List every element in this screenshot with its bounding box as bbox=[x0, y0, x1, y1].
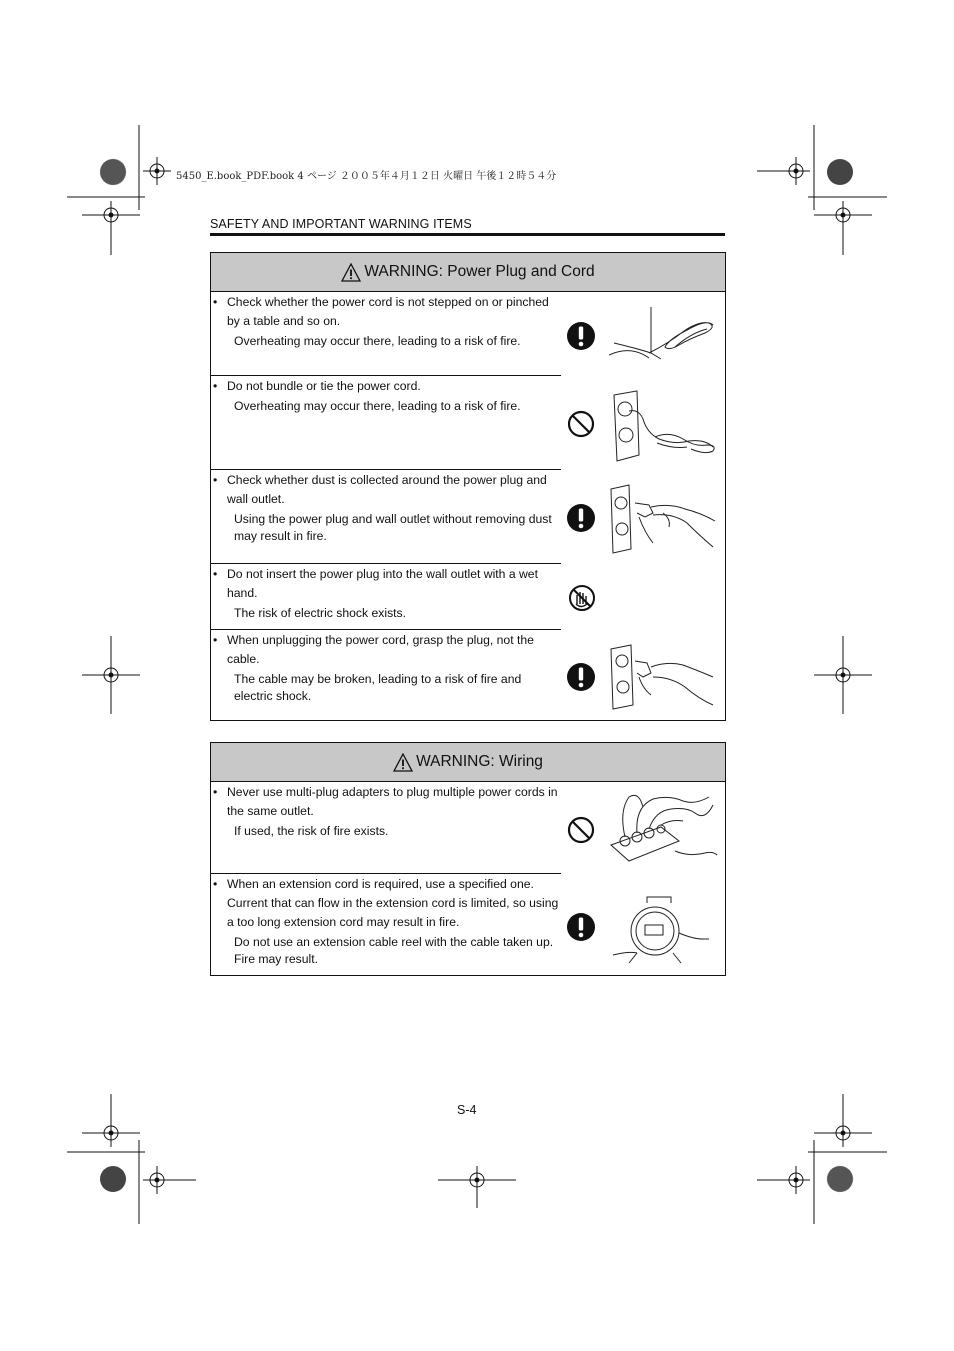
warning-triangle-icon bbox=[393, 753, 413, 772]
list-item bbox=[211, 783, 560, 840]
item-note: Overheating may occur there, leading to a risk of fire. bbox=[234, 334, 521, 348]
list-item bbox=[211, 293, 560, 350]
bullet: • bbox=[213, 877, 218, 891]
list-item bbox=[211, 471, 560, 545]
wiring-warning-box bbox=[210, 742, 726, 976]
item-text: Check whether the power cord is not stepped on or pinched by a table and so on. bbox=[227, 295, 549, 328]
print-header: 5450_E.book_PDF.book 4 ページ ２００５年４月１２日 火曜日 午後１２時５４分 bbox=[176, 171, 557, 182]
wiring-box-header bbox=[211, 743, 725, 782]
no-wet-hands-icon bbox=[568, 584, 596, 612]
multi-plug-adapter-illustration bbox=[609, 791, 719, 869]
divider bbox=[211, 469, 561, 470]
power-plug-warning-box bbox=[210, 252, 726, 721]
power-box-title: WARNING: Power Plug and Cord bbox=[364, 263, 595, 280]
exclamation-icon bbox=[566, 503, 596, 533]
list-item bbox=[211, 565, 560, 622]
unplugging-illustration bbox=[609, 643, 719, 713]
divider bbox=[211, 873, 561, 874]
exclamation-icon bbox=[566, 662, 596, 692]
prohibited-icon bbox=[567, 816, 595, 844]
item-note: Do not use an extension cable reel with the cable taken up. Fire may result. bbox=[234, 935, 554, 966]
stepped-cord-illustration bbox=[609, 303, 719, 365]
divider bbox=[211, 563, 561, 564]
item-note: The cable may be broken, leading to a risk of fire and electric shock. bbox=[234, 672, 522, 703]
item-text: Check whether dust is collected around the power plug and wall outlet. bbox=[227, 473, 547, 506]
bullet: • bbox=[213, 785, 218, 799]
item-text: When an extension cord is required, use a specified one. Current that can flow in the extension cord is limited, so using a too long extension cord may result in fire. bbox=[227, 877, 559, 929]
divider bbox=[211, 375, 561, 376]
item-text: Do not insert the power plug into the wall outlet with a wet hand. bbox=[227, 567, 538, 600]
bullet: • bbox=[213, 379, 218, 393]
cable-reel-illustration bbox=[609, 893, 719, 965]
bundled-cord-illustration bbox=[609, 389, 719, 464]
exclamation-icon bbox=[566, 912, 596, 942]
exclamation-icon bbox=[566, 321, 596, 351]
item-note: The risk of electric shock exists. bbox=[234, 606, 407, 620]
bullet: • bbox=[213, 633, 218, 647]
item-text: Never use multi-plug adapters to plug multiple power cords in the same outlet. bbox=[227, 785, 558, 818]
prohibited-icon bbox=[567, 410, 595, 438]
list-item bbox=[211, 377, 560, 415]
item-text: When unplugging the power cord, grasp the plug, not the cable. bbox=[227, 633, 534, 666]
warning-triangle-icon bbox=[341, 263, 361, 282]
divider bbox=[211, 629, 561, 630]
dusty-outlet-illustration bbox=[609, 483, 719, 555]
item-note: If used, the risk of fire exists. bbox=[234, 824, 389, 838]
bullet: • bbox=[213, 473, 218, 487]
page-number: S-4 bbox=[457, 1103, 477, 1117]
wiring-box-title: WARNING: Wiring bbox=[416, 753, 543, 770]
section-title: SAFETY AND IMPORTANT WARNING ITEMS bbox=[210, 217, 472, 231]
list-item bbox=[211, 875, 560, 968]
item-text: Do not bundle or tie the power cord. bbox=[227, 379, 421, 393]
bullet: • bbox=[213, 295, 218, 309]
header-rule bbox=[210, 233, 725, 236]
item-note: Overheating may occur there, leading to a risk of fire. bbox=[234, 399, 521, 413]
power-box-header bbox=[211, 253, 725, 292]
list-item bbox=[211, 631, 560, 705]
bullet: • bbox=[213, 567, 218, 581]
item-note: Using the power plug and wall outlet without removing dust may result in fire. bbox=[234, 512, 552, 543]
